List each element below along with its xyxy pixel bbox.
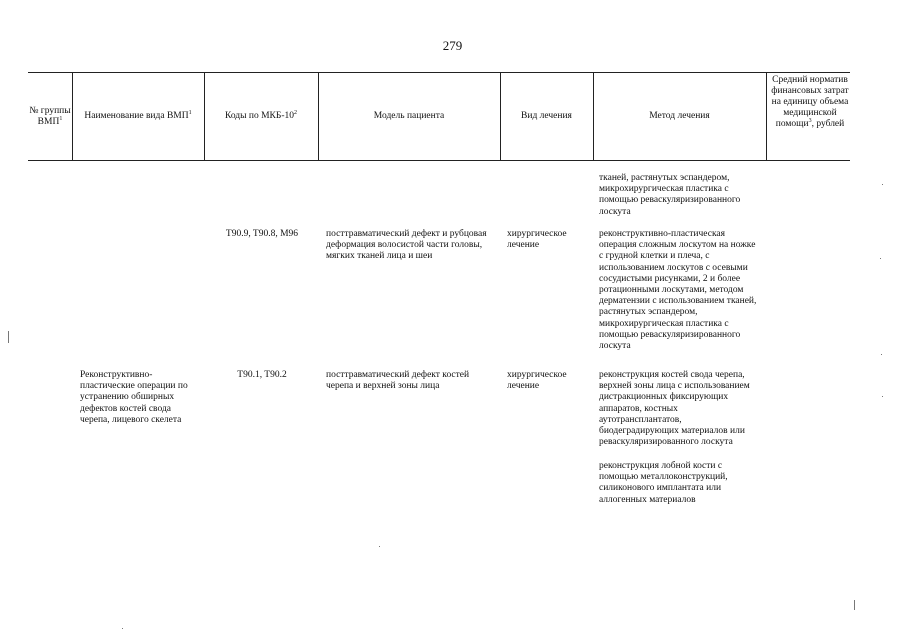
row-2-method-2: реконструкция лобной кости с помощью металлоконструкций, силиконового имплантата или аллогенных материалов <box>599 461 728 505</box>
footnote-mark: 2 <box>294 109 298 116</box>
header-vmp-name-label: Наименование вида ВМП <box>84 111 189 121</box>
row-2-vmp-name: Реконструктивно-пластические операции по устранению обширных дефектов костей свода черепа, лицевого скелета <box>80 370 188 425</box>
scan-speck <box>882 396 883 397</box>
header-vmp-name <box>72 73 204 160</box>
header-cost-standard-label: Средний норматив финансовых затрат на единицу объема медицинской помощи <box>771 75 849 129</box>
footnote-mark: 1 <box>188 109 192 116</box>
header-treatment-method-label: Метод лечения <box>649 111 710 121</box>
header-cost-standard <box>768 73 852 160</box>
scan-speck <box>881 354 882 355</box>
scan-speck <box>882 184 883 185</box>
scan-speck <box>854 600 855 610</box>
column-divider <box>766 73 767 160</box>
footnote-mark: 1 <box>59 115 63 122</box>
header-group-number <box>28 73 72 160</box>
header-treatment-type <box>500 73 593 160</box>
header-bottom-rule <box>28 160 850 161</box>
row-2-codes: T90.1, T90.2 <box>237 370 287 380</box>
scan-speck <box>122 628 123 629</box>
scan-speck <box>880 258 881 259</box>
scan-speck <box>379 546 380 547</box>
page-number: 279 <box>442 38 463 53</box>
header-treatment-method <box>593 73 766 160</box>
row-2-method-1: реконструкция костей свода черепа, верхней зоны лица с использованием дистракционных фиксирующих аппаратов, костных аутотрансплантатов, биодеградирующих материалов или реваскуляризированного лоскута <box>599 370 750 448</box>
header-treatment-type-label: Вид лечения <box>521 111 572 121</box>
footnote-mark: 3 <box>808 117 812 124</box>
header-icd-codes-label: Коды по МКБ-10 <box>224 111 295 121</box>
row-2-treatment-type: хирургическое лечение <box>507 370 567 392</box>
row-1-method: реконструктивно-пластическая операция сложным лоскутом на ножке с грудной клетки и плеча, с использованием лоскутов с осевыми сосудистыми рисунками, 2 и более ротационными лоскутами, методом дерматензии с использованием тканей, растянутых эспандером, микрохирургическая пластика с помощью реваскуляризированного лоскута <box>599 229 757 352</box>
header-patient-model <box>318 73 500 160</box>
row-1-treatment-type: хирургическое лечение <box>507 229 567 251</box>
row-1-codes: T90.9, T90.8, M96 <box>225 229 299 239</box>
row-2-patient-model: посттравматический дефект костей черепа и верхней зоны лица <box>326 370 470 392</box>
row-1-patient-model: посттравматический дефект и рубцовая деформация волосистой части головы, мягких тканей лица и шеи <box>326 229 487 262</box>
header-patient-model-label: Модель пациента <box>373 111 445 121</box>
scan-speck <box>8 331 9 343</box>
header-icd-codes <box>204 73 318 160</box>
header-group-number-label: № группы ВМП <box>29 105 71 127</box>
row-continuation-method: тканей, растянутых эспандером, микрохирургическая пластика с помощью реваскуляризированного лоскута <box>599 173 741 217</box>
header-cost-standard-unit: , рублей <box>811 119 845 129</box>
